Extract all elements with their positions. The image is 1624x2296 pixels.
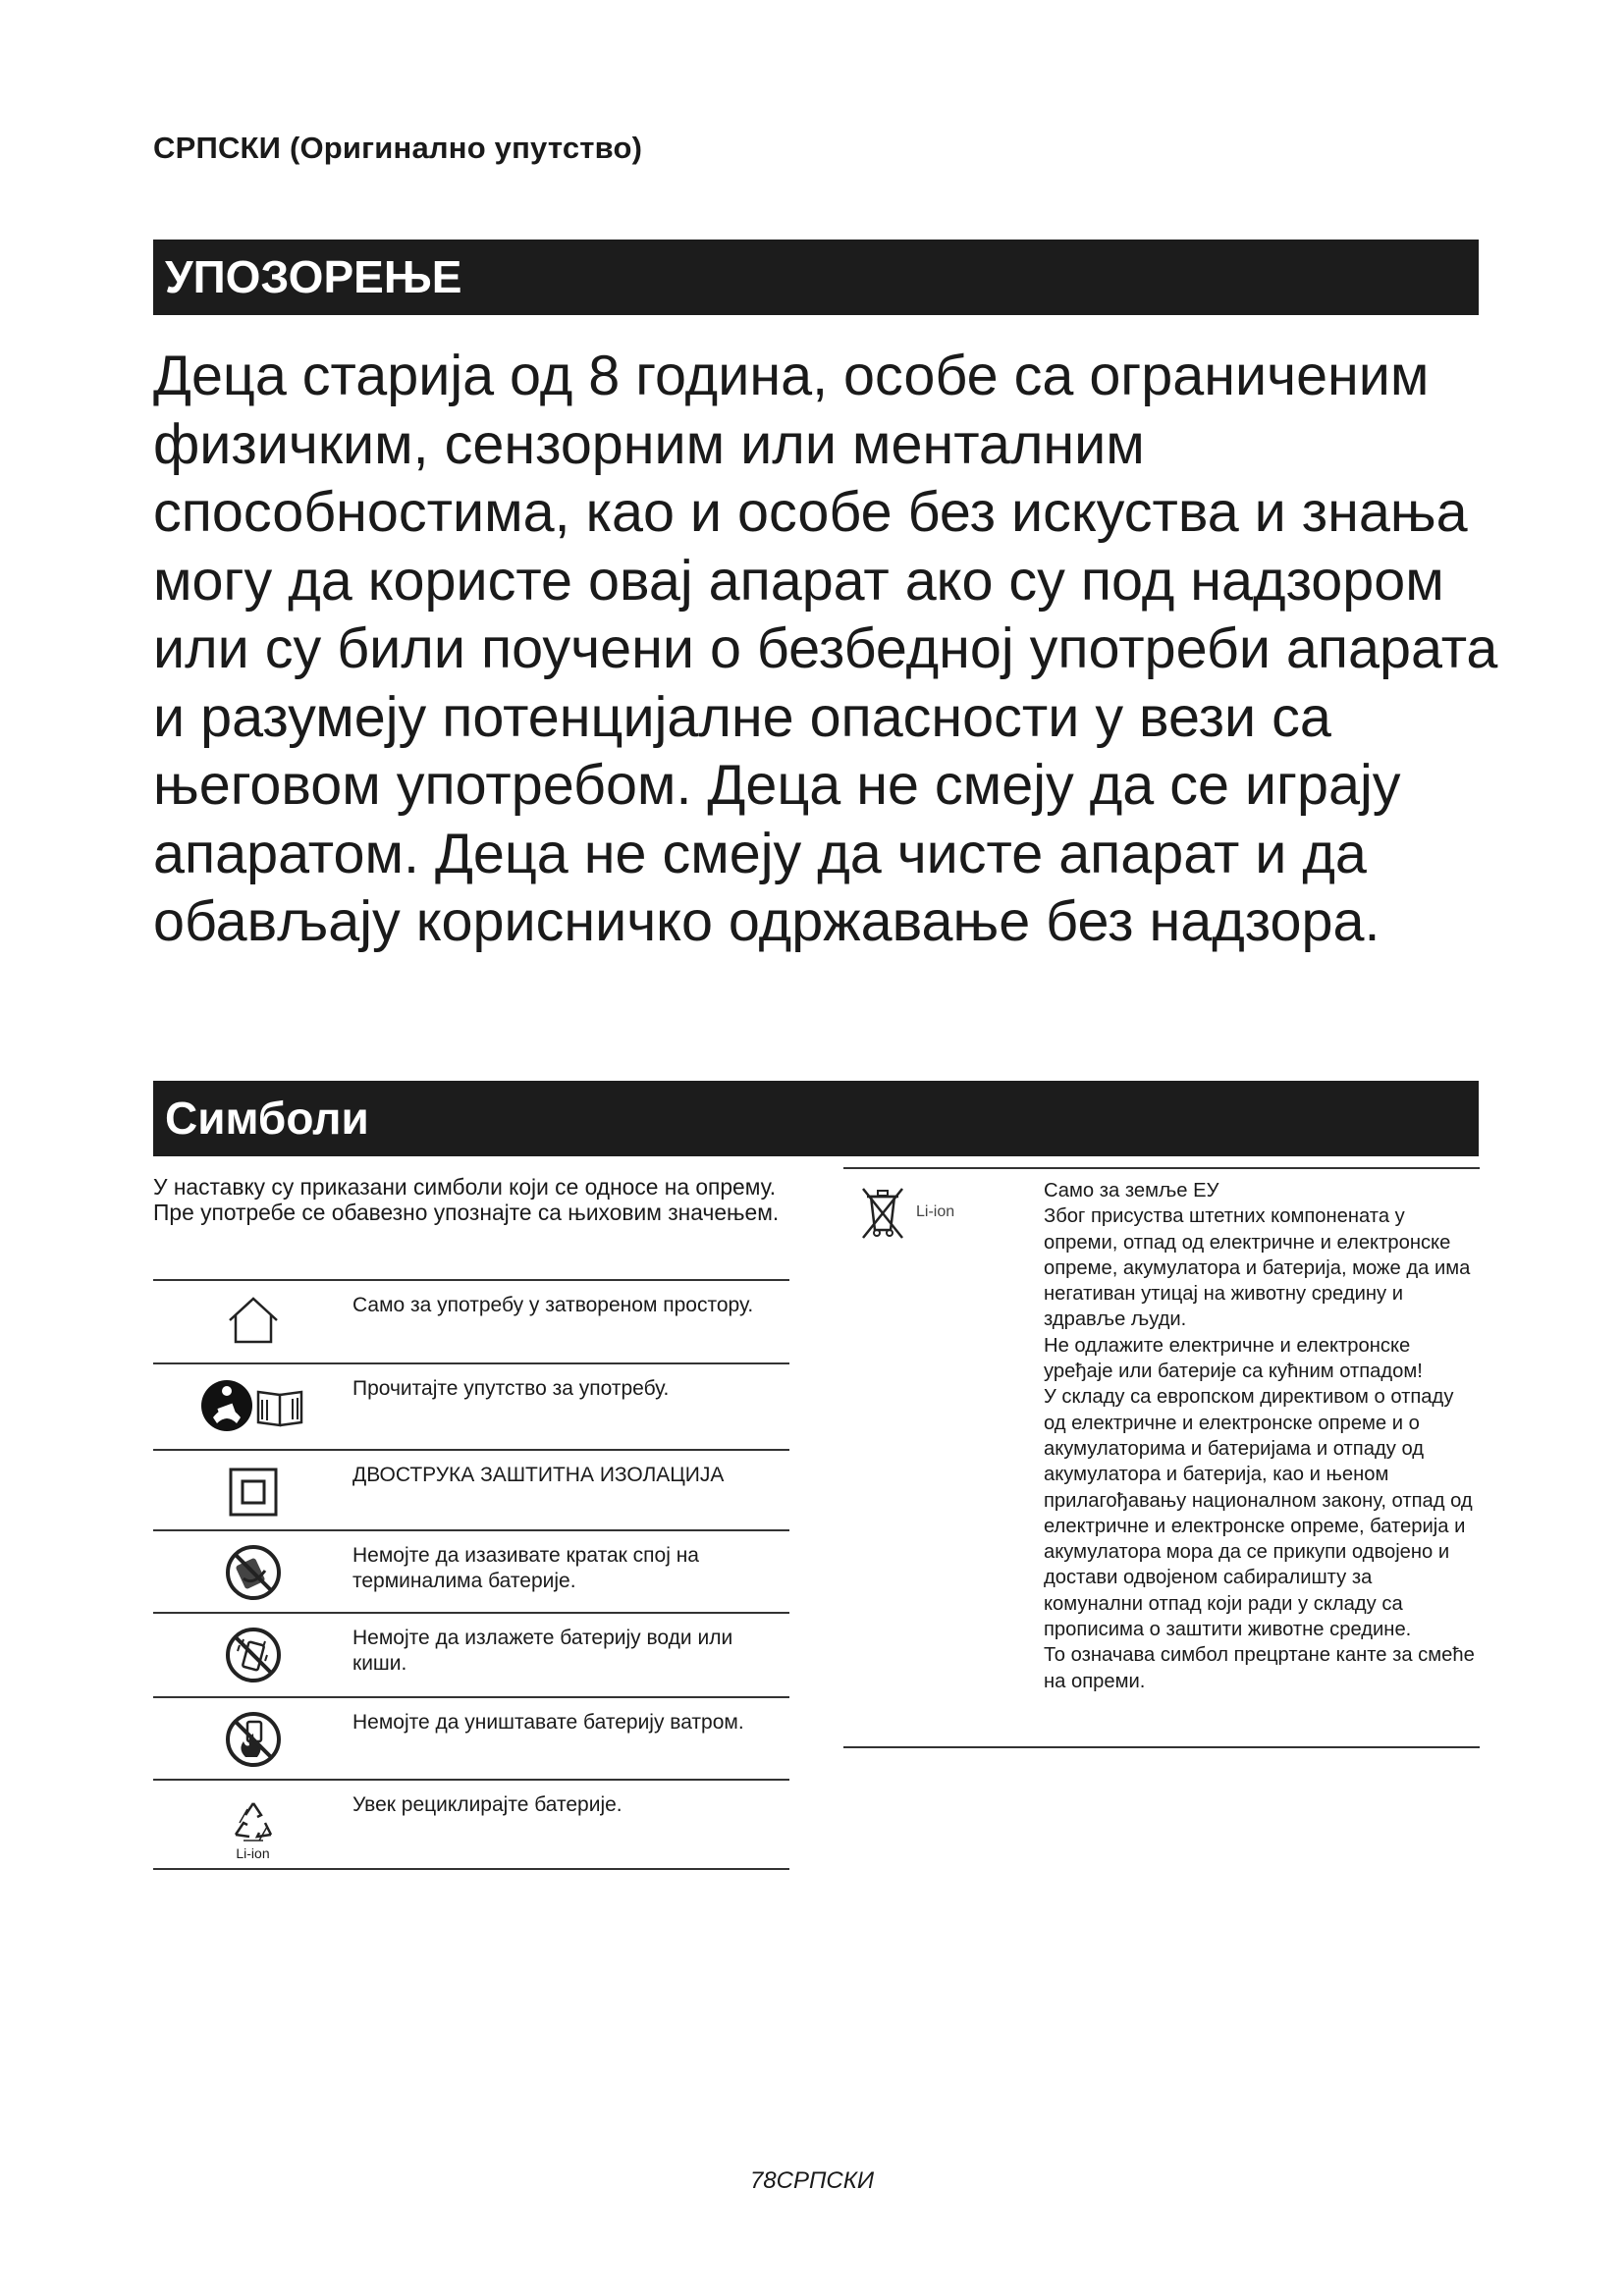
symbol-description: Само за употребу у затвореном простору. xyxy=(352,1294,754,1316)
symbol-row xyxy=(153,1614,789,1698)
symbol-description: ДВОСТРУКА ЗАШТИТНА ИЗОЛАЦИЈА xyxy=(352,1464,725,1486)
no-water-icon xyxy=(153,1614,352,1696)
symbols-intro: У наставку су приказани симболи који се односе на опрему. Пре употребе се обавезно упознајте са њиховим значењем. xyxy=(153,1174,780,1225)
symbols-heading: Симболи xyxy=(153,1081,1479,1156)
symbol-row xyxy=(153,1281,789,1364)
page-footer: 78СРПСКИ xyxy=(749,2167,875,2194)
symbol-description: Прочитајте упутство за употребу. xyxy=(352,1377,670,1400)
symbol-row xyxy=(153,1364,789,1451)
warning-heading: УПОЗОРЕЊЕ xyxy=(153,240,1479,315)
symbol-row xyxy=(153,1531,789,1614)
symbol-description: Немојте да изазивате кратак спој на терминалима батерије. xyxy=(352,1544,699,1592)
symbol-description: Немојте да излажете батерију води или киши. xyxy=(352,1627,733,1675)
symbol-description: Немојте да уништавате батерију ватром. xyxy=(352,1711,744,1734)
eu-disposal-text: Само за земље ЕУ Због присуства штетних компонената у опреми, отпад од електричне и електронске опреме, акумулатора и батерија, може да има негативан утицај на животну средину и здравље људи. Не одлажите електричне и електронске уређаје или батерије са кућним отпадом! У складу са европском директивом о отпаду од електричне и електронске опреме и о акумулаторима и батеријама и отпаду од акумулатора и батерија, као и њеном прилагођавању националном закону, отпад од електричне и електронске опреме, батерија и акумулатора мора да се прикупи одвојено и достави одвојеном сабиралишту за комунални отпад који ради у складу са прописима о заштити животне средине. То означава симбол прецртане канте за смеће на опреми. xyxy=(1044,1180,1475,1692)
eu-disposal-table xyxy=(843,1167,1480,1748)
no-short-circuit-icon xyxy=(153,1531,352,1612)
symbol-row xyxy=(153,1698,789,1781)
symbols-table xyxy=(153,1279,789,1870)
language-title: СРПСКИ (Оригинално упутство) xyxy=(153,131,643,165)
li-ion-label: Li-ion xyxy=(236,1844,270,1861)
indoor-house-icon xyxy=(153,1281,352,1362)
li-ion-label: Li-ion xyxy=(916,1203,955,1220)
symbol-row xyxy=(153,1451,789,1531)
symbol-row xyxy=(153,1781,789,1870)
recycle-li-ion-icon xyxy=(153,1781,352,1868)
no-fire-icon xyxy=(153,1698,352,1779)
read-manual-icon xyxy=(153,1364,352,1449)
warning-text: Деца старија од 8 година, особе са ограниченим физичким, сензорним или менталним способностима, као и особе без искуства и знања могу да користе овај апарат ако су под надзором или су били поучени о безбедној употреби апарата и разумеју потенцијалне опасности у вези са његовом употребом. Деца не смеју да се играју апаратом. Деца не смеју да чисте апарат и да обављају корисничко одржавање без надзора. xyxy=(153,345,1498,953)
symbol-description: Увек рециклирајте батерије. xyxy=(352,1793,623,1816)
double-insulation-icon xyxy=(153,1451,352,1529)
